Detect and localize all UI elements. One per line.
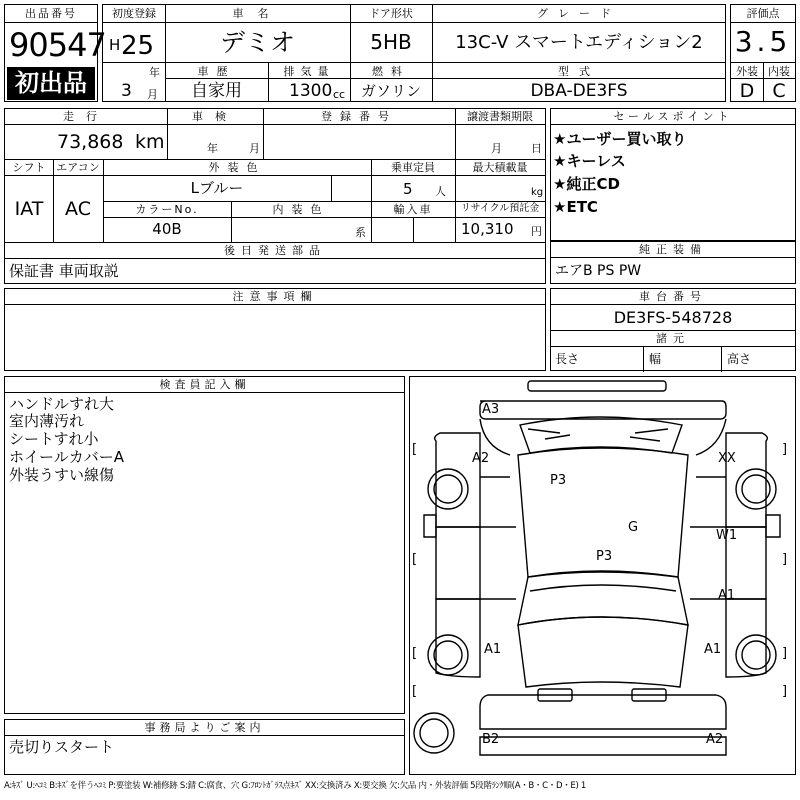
transfer-month-unit: 月 [491, 142, 502, 155]
lot-box [4, 4, 106, 102]
car-name-label: 車名 [232, 7, 283, 20]
sales-item: ★純正CD [553, 175, 620, 193]
chassis-box [550, 288, 796, 371]
spec-label: 諸元 [656, 332, 690, 345]
history-label: 車歴 [197, 65, 236, 78]
damage-code: P3 [550, 473, 567, 488]
load-unit: kg [531, 187, 544, 198]
office-label: 事務局よりご案内 [144, 721, 265, 734]
displacement-unit: cc [333, 88, 346, 101]
damage-code: A1 [718, 588, 736, 603]
bracket: [ [412, 552, 418, 567]
inspector-note: 室内薄汚れ [9, 412, 85, 430]
damage-code: A1 [484, 642, 502, 657]
first-reg-label: 初度登録 [112, 7, 156, 20]
header-grid [102, 4, 726, 102]
inspector-note: ホイールカバーA [9, 448, 124, 466]
notes-box [4, 288, 546, 371]
legend-text: A:ｷｽﾞ U:ﾍｺﾐ B:ｷｽﾞを伴うﾍｺﾐ P:要塗装 W:補修跡 S:錆 C:腐食、穴 G:ﾌﾛﾝﾄｶﾞﾗｽ点ｷｽﾞ XX:交換済み X:要交換 欠:欠品 内・外装評価 5段階ﾗﾝｸ順(A・B・C・D・E) 1 [4, 781, 587, 791]
inspector-note: 外装うすい線傷 [9, 466, 115, 484]
damage-code: B2 [482, 732, 500, 747]
sales-item: ★ETC [553, 198, 598, 216]
int-grade-label: 内装 [768, 65, 790, 78]
ext-grade: D [739, 80, 755, 102]
int-color-label: 内装色 [272, 203, 330, 216]
fuel-label: 燃料 [372, 65, 410, 78]
sales-point-box [550, 108, 796, 241]
capacity-unit: 人 [435, 185, 446, 198]
damage-code: A2 [472, 451, 490, 466]
displacement: 1300 [289, 81, 333, 101]
ext-grade-label: 外装 [736, 65, 758, 78]
displacement-label: 排気量 [283, 65, 335, 78]
reg-month-unit: 月 [147, 88, 158, 101]
history: 自家用 [191, 81, 242, 101]
details-grid [4, 108, 546, 284]
score-label: 評価点 [746, 7, 780, 20]
mileage-unit: km [135, 131, 165, 153]
color-no: 40B [152, 220, 182, 238]
inspector-label: 検査員記入欄 [159, 378, 250, 391]
inspection-year-unit: 年 [207, 142, 218, 155]
load-label: 最大積載量 [472, 161, 528, 174]
inspector-box [4, 376, 405, 714]
wheel-outlines [410, 377, 795, 774]
ac: AC [65, 198, 91, 220]
sales-item: ★キーレス [553, 152, 626, 170]
header-section [4, 4, 796, 102]
grade-label: グレード [537, 7, 621, 20]
inspector-note: シートすれ小 [9, 430, 99, 448]
capacity-label: 乗車定員 [391, 161, 435, 174]
damage-code: W1 [716, 528, 738, 543]
height-label: 高さ [727, 352, 752, 366]
model-label: 型式 [558, 65, 600, 78]
equipment-value: エアB PS PW [555, 263, 642, 279]
reg-year: 25 [121, 31, 155, 61]
int-grade: C [772, 80, 786, 102]
later-parts-label: 後日発送部品 [224, 244, 326, 257]
office-box [4, 719, 405, 775]
bracket: ] [782, 442, 788, 457]
office-text: 売切りスタート [9, 738, 115, 756]
reg-month: 3 [121, 81, 132, 101]
bracket: ] [782, 646, 788, 661]
model: DBA-DE3FS [530, 81, 628, 101]
lot-label: 出品番号 [25, 7, 77, 20]
sales-point-label: セールスポイント [613, 110, 733, 123]
first-listing-badge: 初出品 [7, 67, 95, 100]
damage-code: A1 [704, 642, 722, 657]
car-diagram [409, 376, 796, 775]
import-label: 輸入車 [393, 203, 433, 216]
later-parts: 保証書 車両取説 [9, 262, 119, 280]
score: 3.5 [734, 25, 792, 58]
damage-code: P3 [596, 549, 613, 564]
sales-item: ★ユーザー買い取り [553, 130, 687, 148]
bracket: ] [782, 552, 788, 567]
shift-label: シフト [12, 161, 46, 174]
bracket: [ [412, 646, 418, 661]
notes-label: 注意事項欄 [232, 290, 318, 303]
bracket: [ [412, 684, 418, 699]
color-no-label: カラーNo. [135, 203, 199, 216]
equipment-box [550, 241, 796, 284]
grade: 13C-V スマートエディション2 [455, 32, 703, 53]
transfer-day-unit: 日 [531, 142, 542, 155]
car-name: デミオ [219, 28, 295, 57]
shift: IAT [14, 198, 44, 220]
reg-no-label: 登録番号 [321, 110, 397, 123]
era: H [109, 36, 121, 54]
inspector-note: ハンドルすれ大 [9, 395, 115, 413]
score-box [730, 4, 796, 102]
recycle-label: リサイクル預託金 [460, 203, 540, 214]
chassis-number: DE3FS-548728 [613, 308, 733, 327]
equipment-label: 純正装備 [639, 243, 707, 256]
inspection-label: 車検 [192, 110, 238, 123]
door-label: ドア形状 [369, 7, 413, 20]
width-label: 幅 [649, 352, 662, 366]
bracket: [ [412, 442, 418, 457]
ac-label: エアコン [56, 161, 100, 174]
damage-code: G [628, 520, 639, 535]
capacity: 5 [403, 180, 413, 198]
mileage: 73,868 [57, 131, 124, 153]
ext-color-label: 外装色 [208, 161, 266, 174]
bracket: ] [782, 684, 788, 699]
transfer-label: 譲渡書類期限 [467, 110, 533, 123]
reg-year-unit: 年 [149, 66, 160, 79]
ext-color: Lブルー [190, 179, 244, 197]
int-color-unit: 系 [355, 226, 366, 239]
recycle: 10,310 [461, 220, 514, 238]
damage-code: XX [718, 451, 736, 466]
recycle-unit: 円 [531, 225, 542, 238]
length-label: 長さ [555, 352, 580, 366]
mileage-label: 走行 [63, 110, 109, 123]
lot-number: 90547 [9, 26, 106, 64]
damage-code: A3 [482, 402, 500, 417]
damage-code: A2 [706, 732, 724, 747]
chassis-label: 車台番号 [639, 290, 707, 303]
inspection-month-unit: 月 [249, 142, 260, 155]
fuel: ガソリン [360, 82, 421, 100]
door-type: 5HB [370, 30, 412, 54]
